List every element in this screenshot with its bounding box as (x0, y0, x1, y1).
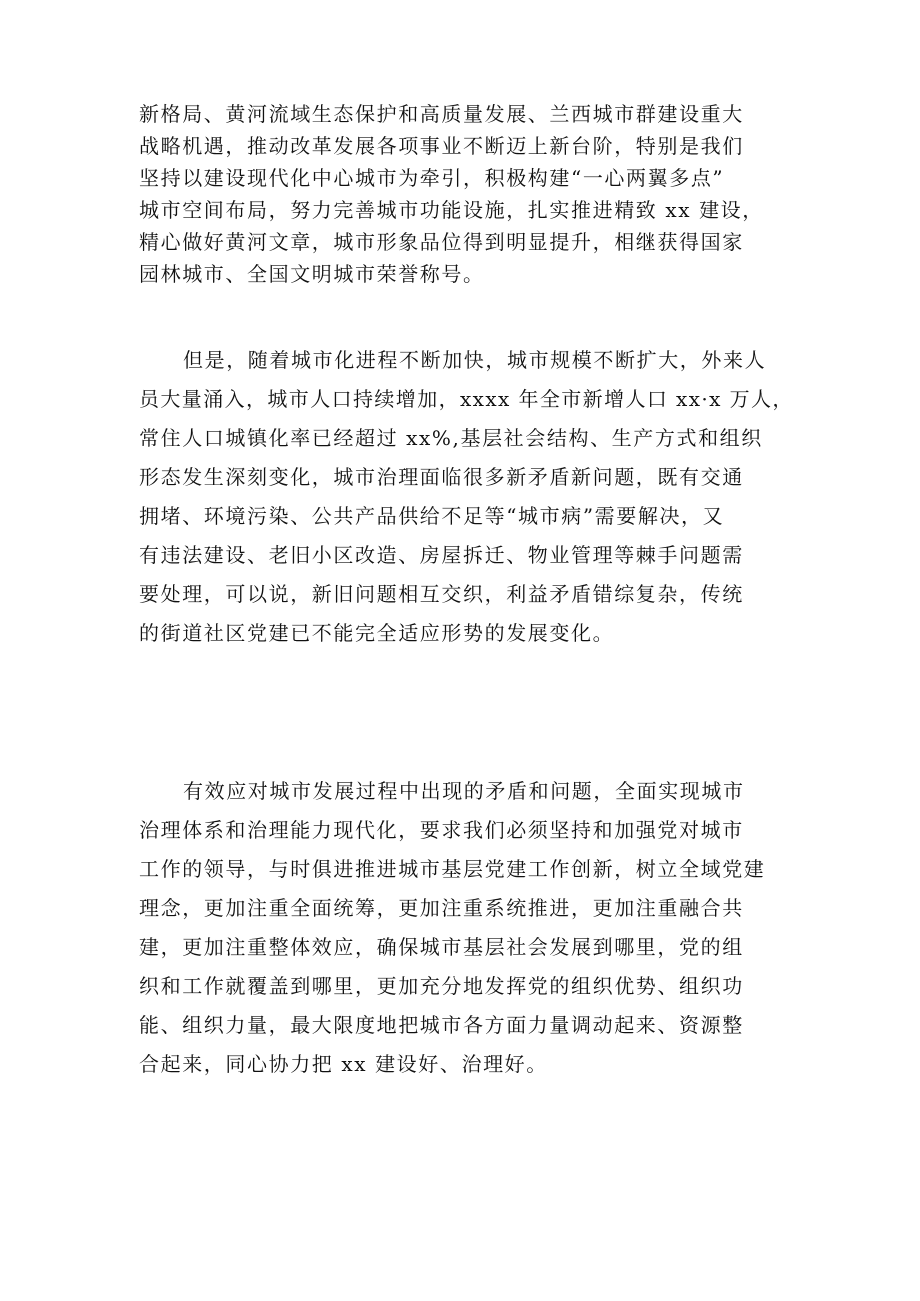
text-line: 形态发生深刻变化，城市治理面临很多新矛盾新问题，既有交通 (139, 465, 744, 489)
text-line: 建，更加注重整体效应，确保城市基层社会发展到哪里，党的组 (139, 935, 744, 959)
text-line: 但是，随着城市化进程不断加快，城市规模不断扩大，外来人 (183, 348, 767, 372)
text-line: 坚持以建设现代化中心城市为牵引，积极构建“一心两翼多点” (139, 166, 725, 190)
text-line: 常住人口城镇化率已经超过 xx%,基层社会结构、生产方式和组织 (139, 426, 763, 450)
text-line: 理念，更加注重全面统筹，更加注重系统推进，更加注重融合共 (139, 896, 744, 920)
text-line: 园林城市、全国文明城市荣誉称号。 (139, 262, 485, 286)
text-line: 精心做好黄河文章，城市形象品位得到明显提升，相继获得国家 (139, 230, 744, 254)
text-line: 合起来，同心协力把 xx 建设好、治理好。 (139, 1052, 548, 1076)
text-line: 有效应对城市发展过程中出现的矛盾和问题，全面实现城市 (183, 779, 745, 803)
paragraph-urbanization-challenges (139, 341, 794, 653)
text-line: 工作的领导，与时俱进推进城市基层党建工作创新，树立全域党建 (139, 857, 766, 881)
paragraph-governance-response (139, 772, 794, 1084)
paragraph-continuation (139, 98, 794, 290)
text-line: 的街道社区党建已不能完全适应形势的发展变化。 (139, 621, 615, 645)
text-line: 织和工作就覆盖到哪里，更加充分地发挥党的组织优势、组织功 (139, 974, 744, 998)
text-line: 城市空间布局，努力完善城市功能设施，扎实推进精致 xx 建设， (139, 198, 764, 222)
text-line: 新格局、黄河流域生态保护和高质量发展、兰西城市群建设重大 (139, 102, 744, 126)
text-line: 拥堵、环境污染、公共产品供给不足等“城市病”需要解决，又 (139, 504, 725, 528)
text-line: 员大量涌入，城市人口持续增加，xxxx 年全市新增人口 xx·x 万人， (139, 387, 794, 411)
text-line: 要处理，可以说，新旧问题相互交织，利益矛盾错综复杂，传统 (139, 582, 744, 606)
text-line: 能、组织力量，最大限度地把城市各方面力量调动起来、资源整 (139, 1013, 744, 1037)
text-line: 战略机遇，推动改革发展各项事业不断迈上新台阶，特别是我们 (139, 134, 744, 158)
text-line: 治理体系和治理能力现代化，要求我们必须坚持和加强党对城市 (139, 818, 744, 842)
text-line: 有违法建设、老旧小区改造、房屋拆迁、物业管理等棘手问题需 (139, 543, 744, 567)
